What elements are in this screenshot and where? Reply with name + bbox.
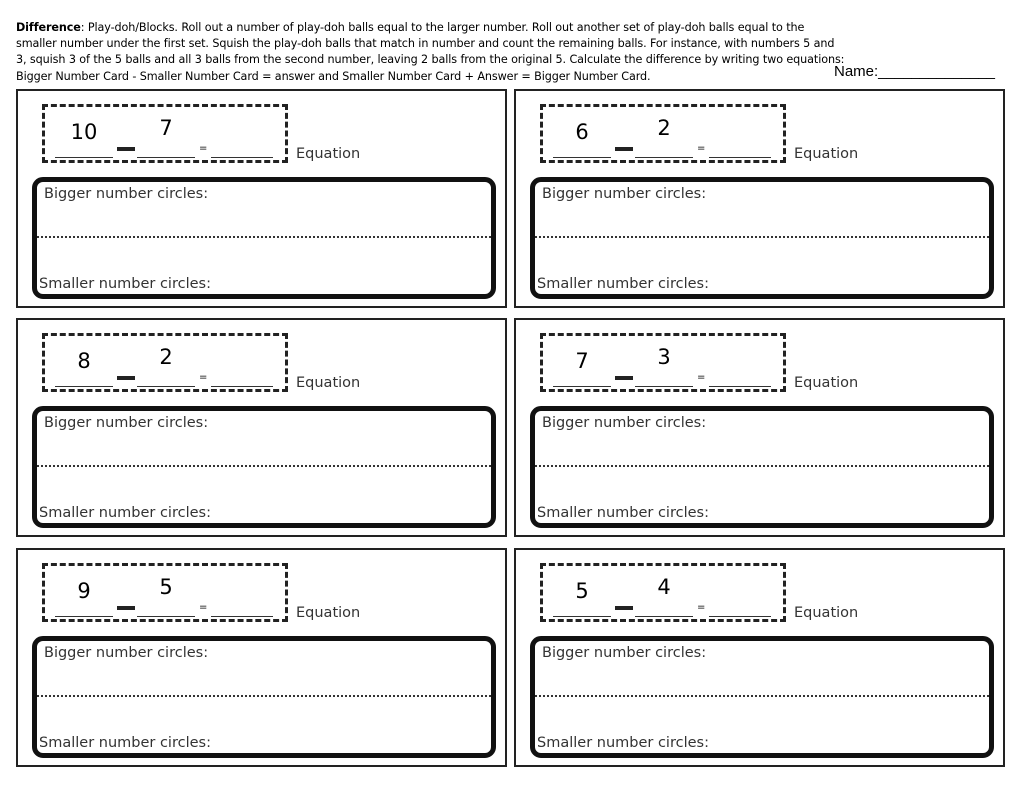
equation-label: Equation (296, 375, 361, 391)
circles-box[interactable] (32, 406, 496, 528)
minus-sign (615, 376, 633, 380)
equation-box (42, 104, 288, 163)
bigger-number: 5 (575, 579, 589, 603)
answer-blank[interactable] (211, 386, 273, 387)
equation-label: Equation (794, 146, 859, 162)
circles-box[interactable] (530, 406, 994, 528)
smaller-number: 5 (159, 575, 173, 599)
bigger-number-line (553, 386, 611, 387)
name-field[interactable]: Name:______________ (834, 63, 995, 80)
bigger-number-line (55, 386, 113, 387)
equation-box (540, 104, 786, 163)
circles-box[interactable] (32, 177, 496, 299)
smaller-number-line (137, 386, 195, 387)
equals-sign: = (697, 602, 706, 613)
smaller-number: 3 (657, 345, 671, 369)
bigger-circles-label: Bigger number circles: (542, 645, 707, 661)
answer-blank[interactable] (709, 616, 771, 617)
minus-sign (615, 147, 633, 151)
bigger-number: 6 (575, 120, 589, 144)
dotted-divider (535, 695, 989, 697)
bigger-number: 8 (77, 349, 91, 373)
smaller-number: 2 (657, 116, 671, 140)
circles-box[interactable] (530, 177, 994, 299)
instructions-title: Difference (16, 21, 81, 34)
equals-sign: = (697, 143, 706, 154)
circles-box[interactable] (32, 636, 496, 758)
smaller-circles-label: Smaller number circles: (537, 276, 709, 292)
smaller-number: 7 (159, 116, 173, 140)
bigger-number: 10 (70, 120, 98, 144)
smaller-number-line (137, 157, 195, 158)
smaller-circles-label: Smaller number circles: (39, 505, 211, 521)
smaller-circles-label: Smaller number circles: (39, 276, 211, 292)
bigger-circles-label: Bigger number circles: (44, 645, 209, 661)
equation-label: Equation (296, 146, 361, 162)
minus-sign (615, 606, 633, 610)
bigger-number: 9 (77, 579, 91, 603)
instructions-text (16, 20, 846, 85)
dotted-divider (535, 465, 989, 467)
problem-card (514, 318, 1005, 537)
smaller-number-line (635, 616, 693, 617)
bigger-circles-label: Bigger number circles: (542, 186, 707, 202)
smaller-circles-label: Smaller number circles: (39, 735, 211, 751)
smaller-number-line (635, 157, 693, 158)
problem-card (514, 89, 1005, 308)
equation-label: Equation (296, 605, 361, 621)
answer-blank[interactable] (709, 386, 771, 387)
bigger-circles-label: Bigger number circles: (44, 186, 209, 202)
bigger-number-line (55, 157, 113, 158)
equation-box (42, 563, 288, 622)
minus-sign (117, 147, 135, 151)
equals-sign: = (199, 602, 208, 613)
bigger-circles-label: Bigger number circles: (542, 415, 707, 431)
bigger-number-line (553, 157, 611, 158)
bigger-number-line (553, 616, 611, 617)
answer-blank[interactable] (709, 157, 771, 158)
dotted-divider (37, 236, 491, 238)
bigger-number-line (55, 616, 113, 617)
minus-sign (117, 376, 135, 380)
instructions-body: : Play-doh/Blocks. Roll out a number of play-doh balls equal to the larger number. Roll out another set of play-doh balls equal to the smaller number under the first set. Squish the play-doh balls that match in number and count the remaining balls. For instance, with numbers 5 and 3, squish 3 of the 5 balls and all 3 balls from the second number, leaving 2 balls from the original 5. Calculate the difference by writing two equations: Bigger Number Card - Smaller Number Card = answer and Smaller Number Card + Answer = Bigger Number Card. (16, 21, 845, 83)
equation-box (42, 333, 288, 392)
equation-label: Equation (794, 375, 859, 391)
dotted-divider (37, 465, 491, 467)
equation-box (540, 563, 786, 622)
circles-box[interactable] (530, 636, 994, 758)
answer-blank[interactable] (211, 157, 273, 158)
minus-sign (117, 606, 135, 610)
answer-blank[interactable] (211, 616, 273, 617)
problem-card (514, 548, 1005, 767)
problem-card (16, 318, 507, 537)
bigger-number: 7 (575, 349, 589, 373)
equals-sign: = (199, 143, 208, 154)
equation-label: Equation (794, 605, 859, 621)
dotted-divider (535, 236, 989, 238)
problem-card (16, 89, 507, 308)
smaller-circles-label: Smaller number circles: (537, 735, 709, 751)
smaller-number: 4 (657, 575, 671, 599)
smaller-number: 2 (159, 345, 173, 369)
equals-sign: = (199, 372, 208, 383)
smaller-number-line (137, 616, 195, 617)
equals-sign: = (697, 372, 706, 383)
bigger-circles-label: Bigger number circles: (44, 415, 209, 431)
dotted-divider (37, 695, 491, 697)
problem-card (16, 548, 507, 767)
smaller-number-line (635, 386, 693, 387)
equation-box (540, 333, 786, 392)
smaller-circles-label: Smaller number circles: (537, 505, 709, 521)
